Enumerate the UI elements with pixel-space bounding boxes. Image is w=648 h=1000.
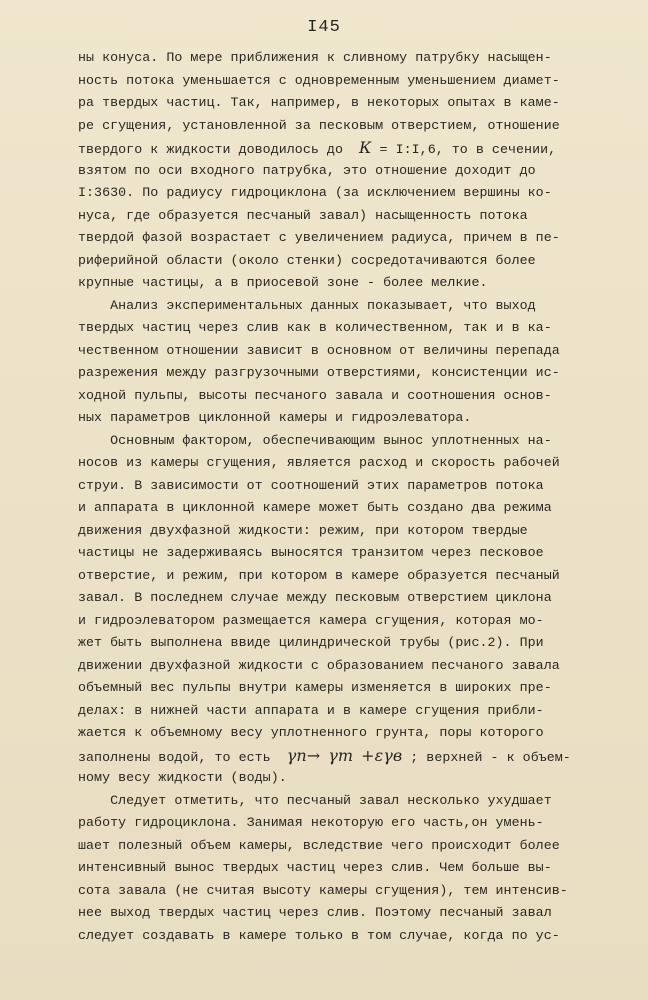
text-line: сота завала (не считая высоту камеры сгущения), тем интенсив- xyxy=(78,882,568,898)
text-line: Основным фактором, обеспечивающим вынос уплотненных на- xyxy=(78,432,552,448)
text-line: и аппарата в циклонной камере может быть создано два режима xyxy=(78,500,552,515)
text-line: чественном отношении зависит в основном от величины перепада xyxy=(78,342,560,358)
text-line: струи. В зависимости от соотношений этих параметров потока xyxy=(78,477,544,493)
text-line: ре сгущения, установленной за песковым отверстием, отношение xyxy=(78,117,560,133)
text-line: жет быть выполнена ввиде цилиндрической трубы (рис.2). При xyxy=(78,635,544,650)
body-text xyxy=(78,47,598,947)
text-line: риферийной области (около стенки) сосредотачиваются более xyxy=(78,252,536,268)
text-line: работу гидроциклона. Занимая некоторую его часть,он умень- xyxy=(78,815,544,830)
text-line: объемный вес пульпы внутри камеры изменяется в широких пре- xyxy=(78,680,552,695)
text-line: Анализ экспериментальных данных показывает, что выход xyxy=(78,297,536,313)
text-line: ра твердых частиц. Так, например, в некоторых опытах в каме- xyxy=(78,95,560,110)
text-line: делах: в нижней части аппарата и в камере сгущения прибли- xyxy=(78,702,544,718)
text-line: твердых частиц через слив как в количественном, так и в ка- xyxy=(78,320,552,335)
text-line: шает полезный объем камеры, вследствие чего происходит более xyxy=(78,837,560,853)
text-line: ному весу жидкости (воды). xyxy=(78,770,287,785)
text-line: Следует отметить, что песчаный завал несколько ухудшает xyxy=(78,792,552,808)
formula-gamma-p: γп xyxy=(286,745,307,765)
formula-epsilon-gamma: εγв xyxy=(374,745,403,765)
text-line: движения двухфазной жидкости: режим, при котором твердые xyxy=(78,522,528,538)
formula-plus: + xyxy=(361,745,375,765)
text-line: ность потока уменьшается с одновременным уменьшением диамет- xyxy=(78,72,560,88)
text-line: интенсивный вынос твердых частиц через слив. Чем больше вы- xyxy=(78,860,552,875)
text-line: взятом по оси входного патрубка, это отношение доходит до xyxy=(78,162,536,178)
text-line: нуса, где образуется песчаный завал) насыщенность потока xyxy=(78,207,528,223)
handwritten-ratio-symbol: К xyxy=(359,138,372,157)
text-line-with-ratio xyxy=(78,137,598,160)
text-line: отверстие, и режим, при котором в камере образуется песчаный xyxy=(78,567,560,583)
text-line: носов из камеры сгущения, является расход и скорость рабочей xyxy=(78,455,560,470)
text-line: ходной пульпы, высоты песчаного завала и соотношения основ- xyxy=(78,387,552,403)
text-line: ных параметров циклонной камеры и гидроэлеватора. xyxy=(78,410,472,425)
formula-gamma-t: γт xyxy=(328,745,354,765)
text-line: частицы не задерживаясь выносятся транзитом через песковое xyxy=(78,545,544,560)
text-line: движении двухфазной жидкости с образованием песчаного завала xyxy=(78,657,560,673)
text-line: нее выход твердых частиц через слив. Поэтому песчаный завал xyxy=(78,905,552,920)
formula-tail: ; верхней - к объем- xyxy=(402,749,571,765)
text-line: жается к объемному весу уплотненного грунта, поры которого xyxy=(78,725,544,740)
text-line-with-formula xyxy=(78,745,598,768)
text-line: разрежения между разгрузочными отверстиями, консистенции ис- xyxy=(78,365,560,380)
text-line: следует создавать в камере только в том случае, когда по ус- xyxy=(78,927,560,943)
ratio-value: = I:I,6, то в сечении, xyxy=(371,142,557,157)
text-segment: твердого к жидкости доводилось до xyxy=(78,142,343,157)
formula-arrow: → xyxy=(306,745,321,765)
text-line: твердой фазой возрастает с увеличением радиуса, причем в пе- xyxy=(78,230,560,245)
text-line: крупные частицы, а в приосевой зоне - более мелкие. xyxy=(78,275,488,290)
text-segment: заполнены водой, то есть xyxy=(78,749,271,765)
text-line: ны конуса. По мере приближения к сливному патрубку насыщен- xyxy=(78,50,552,65)
text-line: I:3630. По радиусу гидроциклона (за исключением вершины ко- xyxy=(78,185,552,200)
page-number: I45 xyxy=(307,18,341,37)
text-line: завал. В последнем случае между песковым отверстием циклона xyxy=(78,590,552,605)
text-line: и гидроэлеватором размещается камера сгущения, которая мо- xyxy=(78,612,544,628)
